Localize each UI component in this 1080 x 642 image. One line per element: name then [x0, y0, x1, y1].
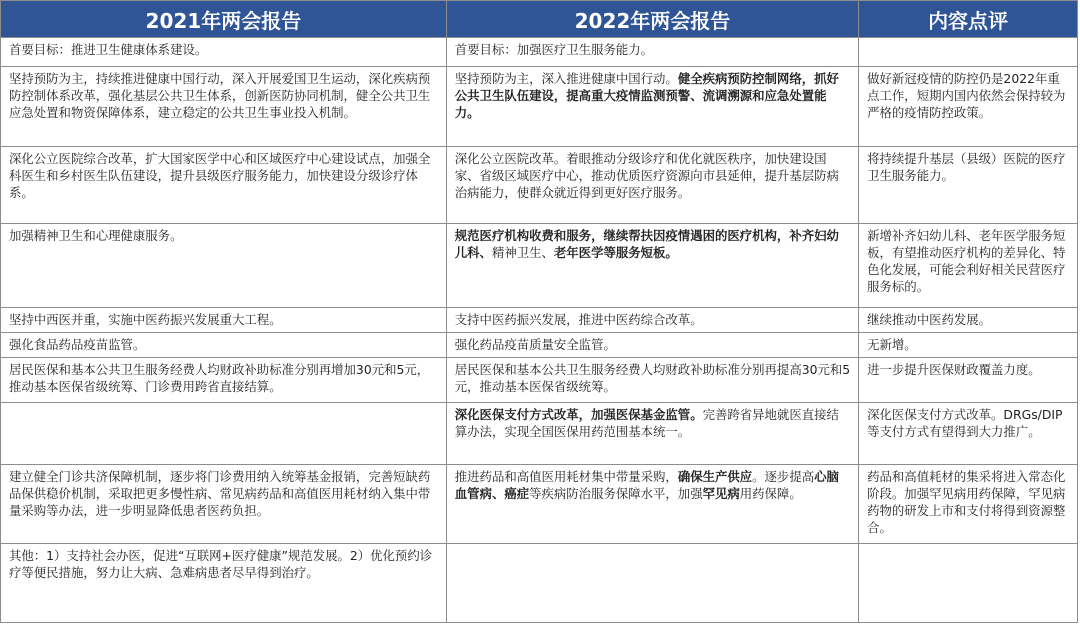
bold-text-segment: 心脑血管病、癌症 — [454, 469, 839, 501]
cell-2021 — [1, 224, 447, 308]
cell-comment — [859, 147, 1078, 224]
text-segment: 居民医保和基本公共卫生服务经费人均财政补助标准分别再提高30元和5元，推动基本医保省级统筹。 — [454, 362, 851, 394]
text-segment: 深化公立医院改革。着眼推动分级诊疗和优化就医秩序，加快建设国家、省级区域医疗中心，推动优质医疗资源向市县延伸，提升基层防病治病能力，使群众就近得到更好医疗服务。 — [454, 151, 839, 200]
cell-2021 — [1, 358, 447, 403]
cell-2022 — [446, 403, 858, 465]
cell-2022 — [446, 308, 858, 333]
cell-2021 — [1, 67, 447, 147]
text-segment: 坚持中西医并重，实施中医药振兴发展重大工程。 — [9, 312, 282, 327]
text-segment: 强化药品疫苗质量安全监管。 — [454, 337, 616, 352]
cell-2022 — [446, 544, 858, 623]
table-row — [1, 38, 1078, 67]
bold-text-segment: 规范医疗机构收费和服务，继续帮扶因疫情遇困的医疗机构，补齐妇幼儿科、 — [454, 228, 839, 260]
header-commentary: 内容点评 — [859, 1, 1078, 38]
text-segment: 其他：1）支持社会办医，促进“互联网+医疗健康”规范发展。2）优化预约诊疗等便民措施，努力让大病、急难病患者尽早得到治疗。 — [9, 548, 433, 580]
text-segment: 支持中医药振兴发展，推进中医药综合改革。 — [454, 312, 703, 327]
text-segment: 坚持预防为主，持续推进健康中国行动，深入开展爱国卫生运动，深化疾病预防控制体系改革，强化基层公共卫生体系，创新医防协同机制，健全公共卫生应急处置和物资保障体系，建立稳定的公共卫生事业投入机制。 — [9, 71, 431, 120]
cell-2022 — [446, 67, 858, 147]
cell-2022 — [446, 358, 858, 403]
cell-2022 — [446, 147, 858, 224]
header-row — [1, 1, 1078, 38]
cell-comment — [859, 403, 1078, 465]
cell-comment — [859, 224, 1078, 308]
table-row — [1, 358, 1078, 403]
text-segment: 首要目标：加强医疗卫生服务能力。 — [454, 42, 654, 57]
cell-2021 — [1, 333, 447, 358]
bold-text-segment: 确保生产供应 — [677, 469, 753, 484]
cell-2021 — [1, 465, 447, 544]
table-row — [1, 224, 1078, 308]
cell-comment — [859, 544, 1078, 623]
cell-2021 — [1, 147, 447, 224]
cell-comment — [859, 308, 1078, 333]
text-segment: 继续推动中医药发展。 — [867, 312, 992, 327]
text-segment: 进一步提升医保财政覆盖力度。 — [867, 362, 1041, 377]
text-segment: 加强精神卫生和心理健康服务。 — [9, 228, 183, 243]
cell-comment — [859, 67, 1078, 147]
bold-text-segment: 老年医学等服务短板。 — [553, 245, 678, 260]
bold-text-segment: 深化医保支付方式改革，加强医保基金监管。 — [454, 407, 703, 422]
table-row — [1, 544, 1078, 623]
table-row — [1, 67, 1078, 147]
cell-comment — [859, 333, 1078, 358]
text-segment: 强化食品药品疫苗监管。 — [9, 337, 146, 352]
cell-comment — [859, 358, 1078, 403]
cell-comment — [859, 465, 1078, 544]
table-body — [1, 38, 1078, 623]
text-segment: 将持续提升基层（县级）医院的医疗卫生服务能力。 — [867, 151, 1066, 183]
text-segment: 推进药品和高值医用耗材集中带量采购， — [454, 469, 678, 484]
text-segment: 。逐步提高 — [752, 469, 815, 484]
cell-2022 — [446, 38, 858, 67]
cell-2022 — [446, 465, 858, 544]
text-segment: 首要目标：推进卫生健康体系建设。 — [9, 42, 208, 57]
text-segment: 深化医保支付方式改革。DRGs/DIP等支付方式有望得到大力推广。 — [867, 407, 1063, 439]
bold-text-segment: 罕见病 — [702, 486, 740, 501]
text-segment: 居民医保和基本公共卫生服务经费人均财政补助标准分别再增加30元和5元，推动基本医保省级统筹、门诊费用跨省直接结算。 — [9, 362, 430, 394]
text-segment: 新增补齐妇幼儿科、老年医学服务短板，有望推动医疗机构的差异化、特色化发展，可能会利好相关民营医疗服务标的。 — [867, 228, 1066, 294]
cell-comment — [859, 38, 1078, 67]
text-segment: 完善跨省异地就医直接结算办法，实现全国医保用药范围基本统一。 — [454, 407, 839, 439]
text-segment: 等疾病防治服务保障水平，加强 — [529, 486, 703, 501]
table-row — [1, 333, 1078, 358]
cell-2021 — [1, 38, 447, 67]
table-row — [1, 308, 1078, 333]
text-segment: 无新增。 — [867, 337, 917, 352]
cell-2021 — [1, 544, 447, 623]
text-segment: 坚持预防为主，深入推进健康中国行动。 — [454, 71, 678, 86]
header-2021-report: 2021年两会报告 — [1, 1, 447, 38]
bold-text-segment: 健全疾病预防控制网络，抓好公共卫生队伍建设，提高重大疫情监测预警、流调溯源和应急处置能力。 — [454, 71, 839, 120]
header-2022-report: 2022年两会报告 — [446, 1, 858, 38]
text-segment: 精神卫生、 — [491, 245, 554, 260]
text-segment: 药品和高值耗材的集采将进入常态化阶段。加强罕见病用药保障，罕见病药物的研发上市和支付将得到资源整合。 — [867, 469, 1066, 535]
text-segment: 深化公立医院综合改革，扩大国家医学中心和区域医疗中心建设试点，加强全科医生和乡村医生队伍建设，提升县级医疗服务能力，加快建设分级诊疗体系。 — [9, 151, 431, 200]
cell-2021 — [1, 403, 447, 465]
text-segment: 做好新冠疫情的防控仍是2022年重点工作，短期内国内依然会保持较为严格的疫情防控政策。 — [867, 71, 1066, 120]
text-segment: 建立健全门诊共济保障机制，逐步将门诊费用纳入统筹基金报销，完善短缺药品保供稳价机制，采取把更多慢性病、常见病药品和高值医用耗材纳入集中带量采购等办法，进一步明显降低患者医药负担。 — [9, 469, 431, 518]
cell-2021 — [1, 308, 447, 333]
table-row — [1, 403, 1078, 465]
table-row — [1, 465, 1078, 544]
text-segment: 用药保障。 — [739, 486, 802, 501]
cell-2022 — [446, 333, 858, 358]
table-row — [1, 147, 1078, 224]
cell-2022 — [446, 224, 858, 308]
